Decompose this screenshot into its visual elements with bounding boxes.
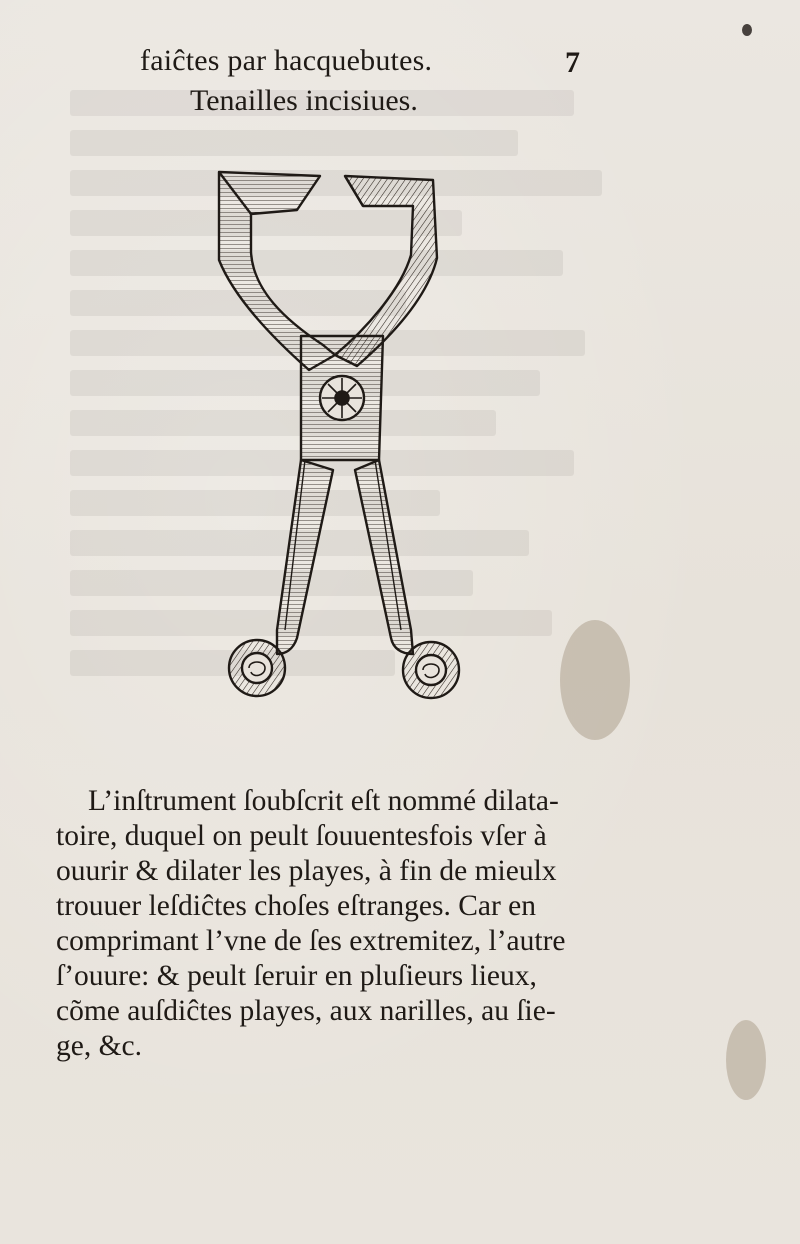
body-paragraph [56,784,604,1064]
tenailles-incisives-woodcut [205,160,475,720]
body-line: ſ’ouure: & peult ſeruir en pluſieurs lieux, [56,960,537,992]
body-line: ge, &c. [56,1030,143,1062]
foxing-stain [560,620,630,740]
foxing-stain [742,24,752,36]
page-header [140,40,580,80]
foxing-stain [726,1020,766,1100]
body-line: trouuer leſdiĉtes choſes eſtranges. Car en [56,890,537,922]
page-number: 7 [565,46,580,79]
body-line: comprimant l’vne de ſes extremitez, l’autre [56,925,566,957]
figure-caption: Tenailles incisiues. [190,84,418,117]
running-head: faiĉtes par hacquebutes. [140,44,433,77]
body-line: L’inſtrument ſoubſcrit eſt nommé dilata- [88,785,559,817]
body-line: ouurir & dilater les playes, à fin de mieulx [56,855,557,887]
body-line: cõme auſdiĉtes playes, aux narilles, au ſie- [56,995,556,1027]
body-line: toire, duquel on peult ſouuentesfois vſer à [56,820,547,852]
